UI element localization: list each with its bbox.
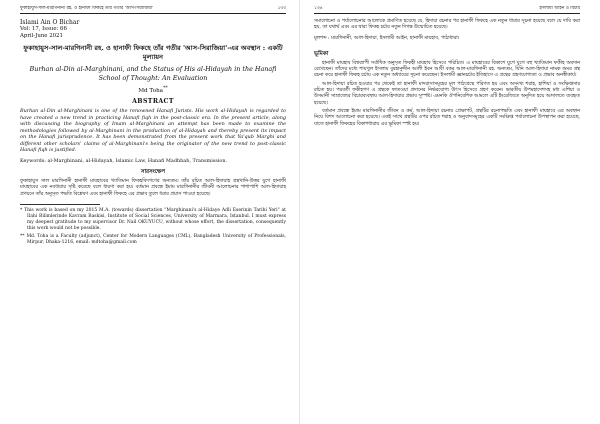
footnote-2: ** Md. Toha is a Faculty (adjunct), Center for Modern Languages (CML), Bangladesh University of Professionals, Mirpur, Dhaka-1216, email: mdtoha@gmail.com bbox=[20, 233, 286, 245]
keywords-label: Keywords bbox=[20, 157, 45, 164]
keywords: Keywords: al-Marghinani, al-Hidayah, Islamic Law, Hanafi Madhhab, Transmission. bbox=[20, 157, 228, 164]
author-footnote-mark: ** bbox=[163, 86, 168, 92]
left-running-title: ফুকাহায়ুস-সাল-মারগিনানী রহ. ও হানাফী ফিকহে তাঁর গতীর 'আস-সিরাজিয়া' bbox=[20, 6, 154, 11]
footnote-rule bbox=[20, 204, 100, 205]
abstract-heading: ABSTRACT bbox=[132, 98, 174, 106]
left-page-number: ১৩৩ bbox=[277, 6, 286, 11]
right-page bbox=[300, 0, 600, 424]
body-paragraph-3: বর্তমান প্রবন্ধে ইমাম মারগিনানীর জীবন ও কর্ম, আল-হিদায়া রচনার প্রেক্ষাপট, গ্রন্থটির রচনাপদ্ধতি এবং হানাফী মাযহাবে এর অবস্থান নিয়ে বিশদ আলোচনা করা হয়েছে। একই সাথে গ্রন্থটির ওপর রচিত শরাহ ও অনুবাদসমূহের একটি সংক্ষিপ্ত পর্যালোচনা উপস্থাপন করা হয়েছে, যাতে হানাফী ফিকহের বিকাশধারায় এর ভূমিকা স্পষ্ট হয়। bbox=[314, 108, 580, 127]
journal-volume: Vol: 17, Issue: 66 bbox=[20, 26, 67, 32]
bengali-keywords: মূলশব্দ : মারগিনানী, আল-হিদায়া, ইসলামী আইন, হানাফী মাযহাব, পাঠ্যধারা। bbox=[314, 35, 460, 41]
abstract-continuation: সমালোচনা ও পর্যালোচনার আলোকে প্রমাণিত হয়েছে যে, হিদায়া রচনার পর হানাফী ফিকহে এক নতুন ধারার সূচনা হয়েছে বলে যে দাবি করা হয়, তা যথার্থ এবং এর দ্বারা ফিকহ চর্চার নতুন দিগন্ত উন্মোচিত হয়েছে। bbox=[314, 19, 580, 31]
body-paragraph-1: হানাফী মাযহাব বিশ্বব্যাপী সর্বাধিক অনুসৃত ফিকহী মাযহাব হিসেবে পরিচিত। এ মাযহাবের বিকাশে যুগে যুগে বহু খ্যাতিমান ফকীহ অবদান রেখেছেন। তাঁদের মধ্যে শায়খুল ইসলাম বুরহানুদ্দীন আলী ইবন আবী বকর আল-মারগিনানী রহ. অন্যতম, যিনি আল-হিদায়া নামক অমর গ্রন্থ রচনা করে হানাফী ফিকহ চর্চায় এক নতুন অধ্যায়ের সূচনা করেছেন। ইসলামী জ্ঞানচর্চার ইতিহাসে এ গ্রন্থের গ্রহণযোগ্যতা ও প্রভাব অনস্বীকার্য। bbox=[314, 60, 580, 79]
body-paragraph-2: আল-হিদায়া রচিত হওয়ার পর থেকেই তা হানাফী মাদরাসাসমূহের মূল পাঠ্যগ্রন্থে পরিণত হয় এবং অসংখ্য শরাহ, হাশিয়া ও সংক্ষিপ্তসার রচিত হয়। পরবর্তী ফকীহগণ এ গ্রন্থকে ফাতওয়া প্রদানের নির্ভরযোগ্য উৎস হিসেবে গ্রহণ করেন। ভারতীয় উপমহাদেশসহ মধ্য এশিয়া ও উসমানী সাম্রাজ্যের বিচারব্যবস্থায় আল-হিদায়ার প্রভাব সুস্পষ্ট। এমনকি ঔপনিবেশিক আমলে এটি ইংরেজিতে অনূদিত হয়ে আদালতে ব্যবহৃত হয়েছে। bbox=[314, 81, 580, 106]
author bbox=[20, 86, 286, 94]
journal-name: Islami Ain O Bichar bbox=[20, 19, 80, 26]
author-name: Md Toha bbox=[138, 88, 164, 95]
right-running-header bbox=[314, 6, 580, 14]
journal-date: April-June 2021 bbox=[20, 33, 63, 39]
right-page-number: ১৩৪ bbox=[314, 6, 323, 11]
section-heading-introduction: ভূমিকা bbox=[314, 50, 329, 57]
right-running-title: ইসলামী আইন ও বিচার bbox=[539, 6, 580, 11]
bengali-keywords-text: মারগিনানী, আল-হিদায়া, ইসলামী আইন, হানাফী মাযহাব, পাঠ্যধারা। bbox=[331, 35, 460, 41]
journal-meta bbox=[20, 19, 286, 40]
summary-heading: সারসংক্ষেপ bbox=[140, 169, 166, 176]
bengali-title: ফুকাহায়ুস-সাল-মারগিনানী রহ. ও হানাফী ফিকহে তাঁর গতীর 'আস-সিরাজিয়া'-এর অবস্থান : একটি মূল্যায়ন bbox=[23, 44, 283, 61]
bengali-keywords-label: মূলশব্দ bbox=[314, 35, 327, 41]
left-running-header bbox=[20, 6, 286, 14]
abstract-text: Burhan al-Din al-Marghinani is one of the renowned Hanafi Jurists. His work al-Hidayah is regarded to have created a new trend in practicing Hanafi fiqh in the post-classic era. In the present article, along with discussing the biography of Imam al-Marghinani an attempt has been made to examine the methodologies followed by al-Marghinani in the production of al-Hidayah and thereby present its impact on the Hanafi jurisprudence. It has been demonstrated from the present work that Ya'qub Marghi and different other scholars' claims of al-Marghinani's being the originator of the new trend to post-classic Hanafi fiqh is justified. bbox=[20, 108, 286, 154]
footnote-1: * This work is based on my 2015 M.A. (towards) dissertation "Marghinani's al-Hidaye Adli Eserinin Tarihi Yeri" at Ilahi Bilimlerinde Kavram Baskisi, Institute of Social Sciences, University of Marmara, Istanbul. I must express my deepest gratitude to my supervisor Dr. Nail OKUYUCU, without whose effort, the dissertation, consequently this work would not be possible. bbox=[20, 207, 286, 231]
keywords-text: al-Marghinani, al-Hidayah, Islamic Law, Hanafi Madhhab, Transmission. bbox=[47, 157, 228, 164]
summary-text: ফুকাহায়ুস সাল মারগিনানী হানাফী মাযহাবের খ্যাতিমান ফিকহবিদগণের অন্যতম। তাঁর রচিত আল-হিদায়াহ গ্রন্থখানি-উত্তর যুগে হানাফী মাযহাবের এক নবধারার সৃষ্টি করেছে বলে ধারণা করা হয়। বর্তমান প্রবন্ধে ইমাম মারগিনানীর জীবনী আলোচনার পাশাপাশি আল-হিদায়াহ প্রণয়নে তাঁর অনুসৃত পদ্ধতি বিশ্লেষণ এবং হানাফী ফিকহে এর প্রভাব তুলে ধরার প্রয়াস পাওয়া হয়েছে। bbox=[20, 179, 286, 197]
english-title: Burhan al-Din al-Marghinani, and the Status of His al-Hidayah in the Hanafi School of Thought: An Evaluation bbox=[29, 65, 277, 82]
